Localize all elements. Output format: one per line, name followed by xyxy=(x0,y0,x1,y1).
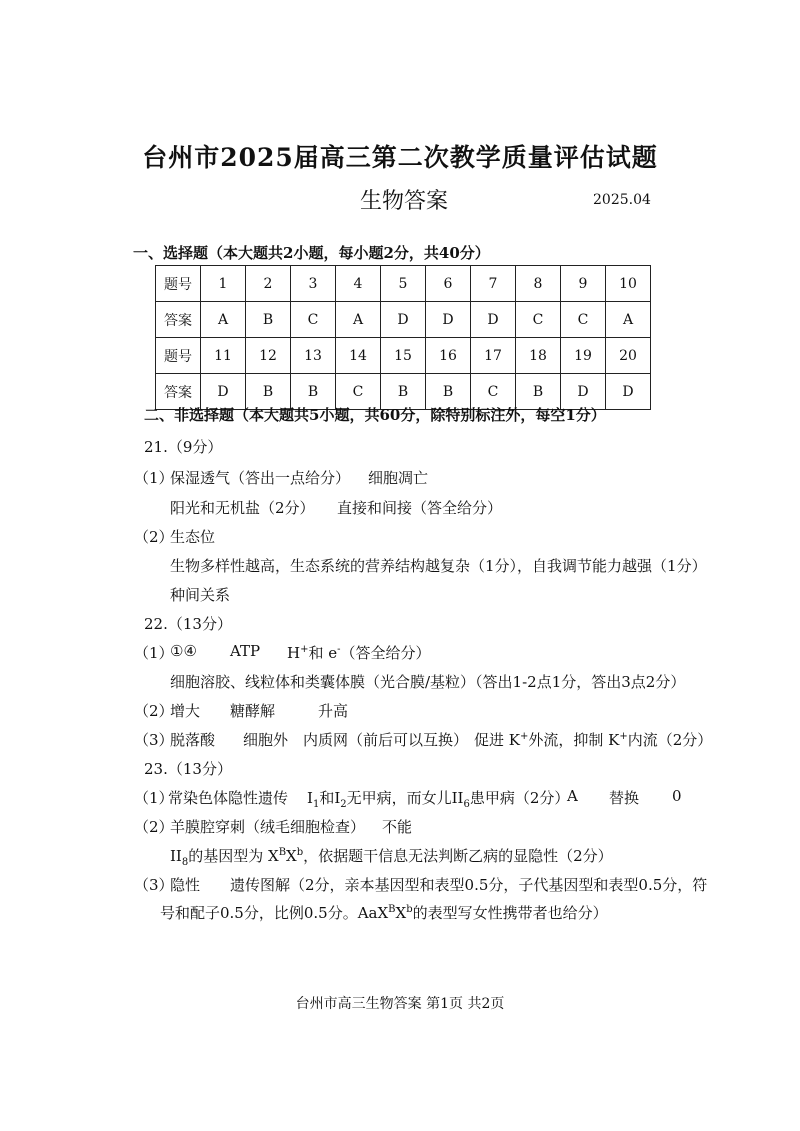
table-cell: A xyxy=(336,302,381,338)
q22-part3-answer-c: 内质网（前后可以互换） xyxy=(303,731,469,749)
q21-part1-answer-a: 保湿透气（答出一点给分） xyxy=(170,469,351,487)
table-cell: D xyxy=(381,302,426,338)
date: 2025.04 xyxy=(593,192,651,208)
table-cell: D xyxy=(201,374,246,410)
q21-part2-label: （2） xyxy=(134,528,174,546)
table-cell: D xyxy=(426,302,471,338)
q22-part2-answer-b: 糖酵解 xyxy=(230,702,276,720)
q23-part1-answer-a: 常染色体隐性遗传 xyxy=(168,789,289,807)
table-cell: C xyxy=(336,374,381,410)
table-row-label: 答案 xyxy=(156,374,201,410)
q23-part1-answer-e: 0 xyxy=(672,787,682,805)
q21-part2-answer-a: 生态位 xyxy=(170,528,216,546)
table-cell: B xyxy=(246,302,291,338)
table-cell: C xyxy=(516,302,561,338)
table-cell: A xyxy=(201,302,246,338)
q23-part3-answer-c: 号和配子0.5分，比例0.5分。$AaX^BX^b$的表型写女性携带者也给分） xyxy=(160,904,608,922)
q23-part1-label: （1） xyxy=(134,789,174,807)
table-cell: 1 xyxy=(201,266,246,302)
q22-part3-answer-a: 脱落酸 xyxy=(170,731,216,749)
table-cell: 12 xyxy=(246,338,291,374)
table-cell: B xyxy=(381,374,426,410)
section1-heading: 一、选择题（本大题共2小题，每小题2分，共40分） xyxy=(133,244,490,262)
table-cell: 18 xyxy=(516,338,561,374)
table-cell: 8 xyxy=(516,266,561,302)
q21-part2-answer-b: 生物多样性越高，生态系统的营养结构越复杂（1分），自我调节能力越强（1分） xyxy=(170,557,707,575)
table-cell: 4 xyxy=(336,266,381,302)
q22-title: 22.（13分） xyxy=(144,615,232,633)
page-footer: 台州市高三生物答案 第1页 共2页 xyxy=(295,996,505,1012)
q21-title: 21.（9分） xyxy=(144,438,223,456)
table-cell: A xyxy=(606,302,651,338)
q21-part1-label: （1） xyxy=(134,469,174,487)
table-cell: 7 xyxy=(471,266,516,302)
q23-part3-label: （3） xyxy=(134,876,174,894)
table-cell: 13 xyxy=(291,338,336,374)
q21-part1-answer-b: 细胞凋亡 xyxy=(368,469,429,487)
page-title: 台州市2025届高三第二次教学质量评估试题 xyxy=(142,143,658,172)
q22-part2-answer-c: 升高 xyxy=(318,702,349,720)
q23-part2-answer-a: 羊膜腔穿刺（绒毛细胞检查） xyxy=(170,818,366,836)
table-cell: B xyxy=(291,374,336,410)
q22-part1-answer-b: ATP xyxy=(230,642,261,660)
q22-part1-label: （1） xyxy=(134,644,174,662)
table-row-label: 题号 xyxy=(156,338,201,374)
table-row xyxy=(156,266,651,302)
table-cell: B xyxy=(246,374,291,410)
table-cell: 14 xyxy=(336,338,381,374)
q23-part3-answer-b: 遗传图解（2分，亲本基因型和表型0.5分，子代基因型和表型0.5分，符 xyxy=(230,876,708,894)
table-row xyxy=(156,338,651,374)
table-cell: D xyxy=(606,374,651,410)
q21-part1-answer-c: 阳光和无机盐（2分） xyxy=(170,499,315,517)
table-cell: 6 xyxy=(426,266,471,302)
table-row xyxy=(156,302,651,338)
table-cell: C xyxy=(291,302,336,338)
table-row-label: 题号 xyxy=(156,266,201,302)
q23-part2-label: （2） xyxy=(134,818,174,836)
answer-table xyxy=(155,265,651,410)
table-cell: 3 xyxy=(291,266,336,302)
q23-part1-answer-c: A xyxy=(567,787,578,805)
q23-part2-answer-b: 不能 xyxy=(382,818,413,836)
table-cell: D xyxy=(561,374,606,410)
q21-part2-answer-c: 种间关系 xyxy=(170,586,231,604)
table-cell: 16 xyxy=(426,338,471,374)
table-cell: C xyxy=(471,374,516,410)
table-cell: 11 xyxy=(201,338,246,374)
q22-part3-label: （3） xyxy=(134,731,174,749)
q23-part2-answer-c: $II_8$的基因型为 $X^BX^b$，依据题干信息无法判断乙病的显隐性（2分） xyxy=(170,847,613,868)
table-row-label: 答案 xyxy=(156,302,201,338)
table-cell: 15 xyxy=(381,338,426,374)
table-cell: 2 xyxy=(246,266,291,302)
table-cell: 20 xyxy=(606,338,651,374)
q23-part1-answer-b: $I_1$和$I_2$无甲病，而女儿$II_6$患甲病（2分） xyxy=(307,789,570,810)
q22-part1-answer-d: 细胞溶胶、线粒体和类囊体膜（光合膜/基粒）（答出1-2点1分，答出3点2分） xyxy=(170,673,686,691)
table-cell: B xyxy=(516,374,561,410)
table-cell: 19 xyxy=(561,338,606,374)
q23-part1-answer-d: 替换 xyxy=(609,789,640,807)
section2-heading: 二、非选择题（本大题共5小题，共60分，除特别标注外，每空1分） xyxy=(144,406,606,424)
q22-part2-answer-a: 增大 xyxy=(170,702,201,720)
table-cell: D xyxy=(471,302,516,338)
q23-part3-answer-a: 隐性 xyxy=(170,876,201,894)
q22-part3-answer-b: 细胞外 xyxy=(243,731,289,749)
table-cell: B xyxy=(426,374,471,410)
q22-part1-answer-a: ①④ xyxy=(170,642,197,660)
q21-part1-answer-d: 直接和间接（答全给分） xyxy=(337,499,503,517)
q22-part1-answer-c: H+和 e-（答全给分） xyxy=(287,644,431,662)
page-subtitle: 生物答案 xyxy=(360,189,449,214)
table-cell: C xyxy=(561,302,606,338)
table-cell: 10 xyxy=(606,266,651,302)
table-cell: 17 xyxy=(471,338,516,374)
table-cell: 9 xyxy=(561,266,606,302)
q23-title: 23.（13分） xyxy=(144,760,232,778)
q22-part3-answer-d: 促进 K+外流，抑制 K+内流（2分） xyxy=(474,731,713,749)
table-cell: 5 xyxy=(381,266,426,302)
q22-part2-label: （2） xyxy=(134,702,174,720)
